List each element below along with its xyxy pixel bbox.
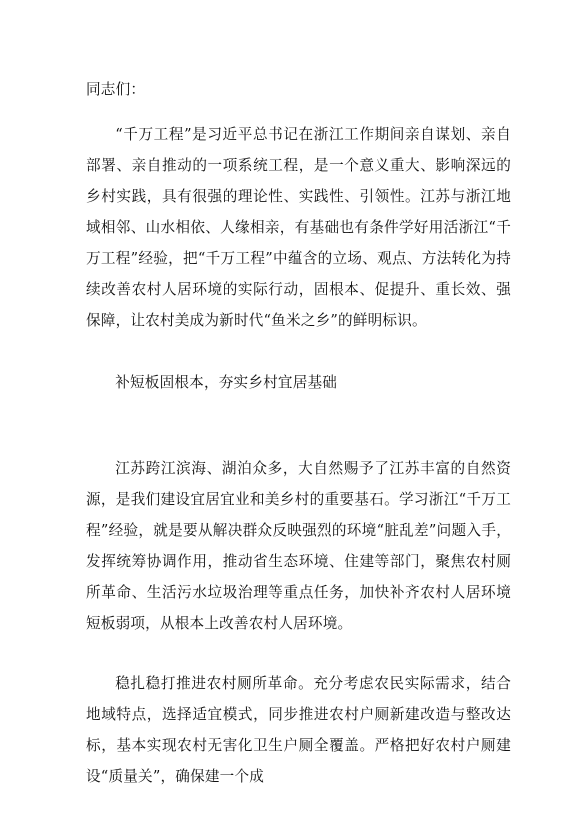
paragraph-section-body: 江苏跨江滨海、湖泊众多，大自然赐予了江苏丰富的自然资源，是我们建设宜居宜业和美乡村的重要基石。学习浙江“千万工程”经验，就是要从解决群众反映强烈的环境“脏乱差”问题入手，发挥统筹协调作用，推动省生态环境、住建等部门，聚焦农村厕所革命、生活污水垃圾治理等重点任务，加快补齐农村人居环境短板弱项，从根本上改善农村人居环境。: [86, 460, 511, 632]
salutation: 同志们：: [86, 81, 146, 98]
paragraph-intro: “千万工程”是习近平总书记在浙江工作期间亲自谋划、亲自部署、亲自推动的一项系统工程，是一个意义重大、影响深远的乡村实践，具有很强的理论性、实践性、引领性。江苏与浙江地域相邻、山水相依、人缘相亲，有基础也有条件学好用活浙江“千万工程”经验，把“千万工程”中蕴含的立场、观点、方法转化为持续改善农村人居环境的实际行动，固根本、促提升、重长效、强保障，让农村美成为新时代“鱼米之乡”的鲜明标识。: [86, 126, 511, 329]
paragraph-toilet-revolution: 稳扎稳打推进农村厕所革命。充分考虑农民实际需求，结合地域特点，选择适宜模式，同步推进农村户厕新建改造与整改达标，基本实现农村无害化卫生户厕全覆盖。严格把好农村户厕建设“质量关”，确保建一个成: [86, 675, 511, 785]
section-heading: 补短板固根本，夯实乡村宜居基础: [115, 374, 338, 391]
